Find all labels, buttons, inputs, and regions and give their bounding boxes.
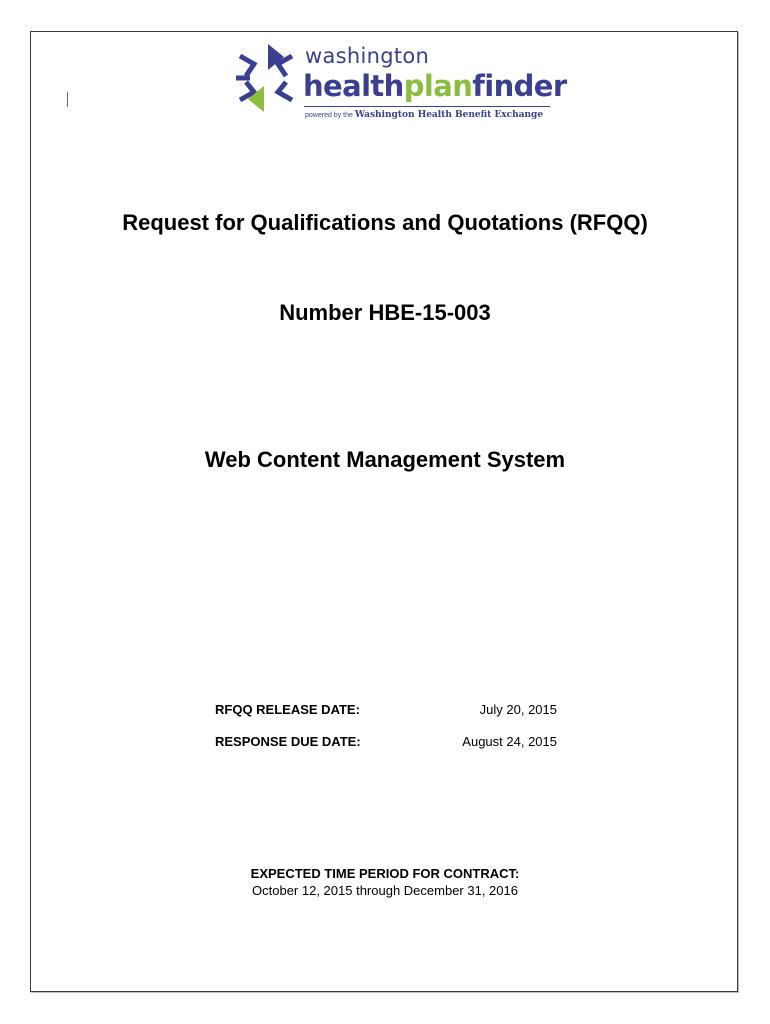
document-number: Number HBE-15-003 [279,300,491,325]
logo-word-finder: finder [472,69,567,103]
release-date-value: July 20, 2015 [479,702,557,717]
logo-word-health: health [303,69,404,103]
contract-period-value: October 12, 2015 through December 31, 2016 [252,883,518,898]
response-due-date-value: August 24, 2015 [462,734,557,749]
logo-word-healthplanfinder [303,69,567,103]
response-due-date-label: RESPONSE DUE DATE: [215,734,361,749]
logo-tagline [305,110,543,120]
release-date-label: RFQQ RELEASE DATE: [215,702,360,717]
logo-divider [304,106,550,107]
logo-word-washington: washington [305,44,430,68]
contract-period-label: EXPECTED TIME PERIOD FOR CONTRACT: [250,866,520,881]
logo-word-plan: plan [403,69,473,103]
response-due-date-row [215,734,557,766]
text-cursor [67,92,68,107]
page-frame [30,31,738,992]
logo-tagline-prefix: powered by the [305,112,353,119]
key-dates [215,702,557,766]
release-date-row [215,702,557,734]
logo-tagline-org: Washington Health Benefit Exchange [354,110,544,120]
washington-healthplanfinder-logo [234,42,567,124]
contract-period-block [0,865,770,899]
document-title: Request for Qualifications and Quotations (RFQQ) [122,210,648,235]
asterisk-logo-icon [234,42,298,114]
document-subject: Web Content Management System [204,447,566,472]
